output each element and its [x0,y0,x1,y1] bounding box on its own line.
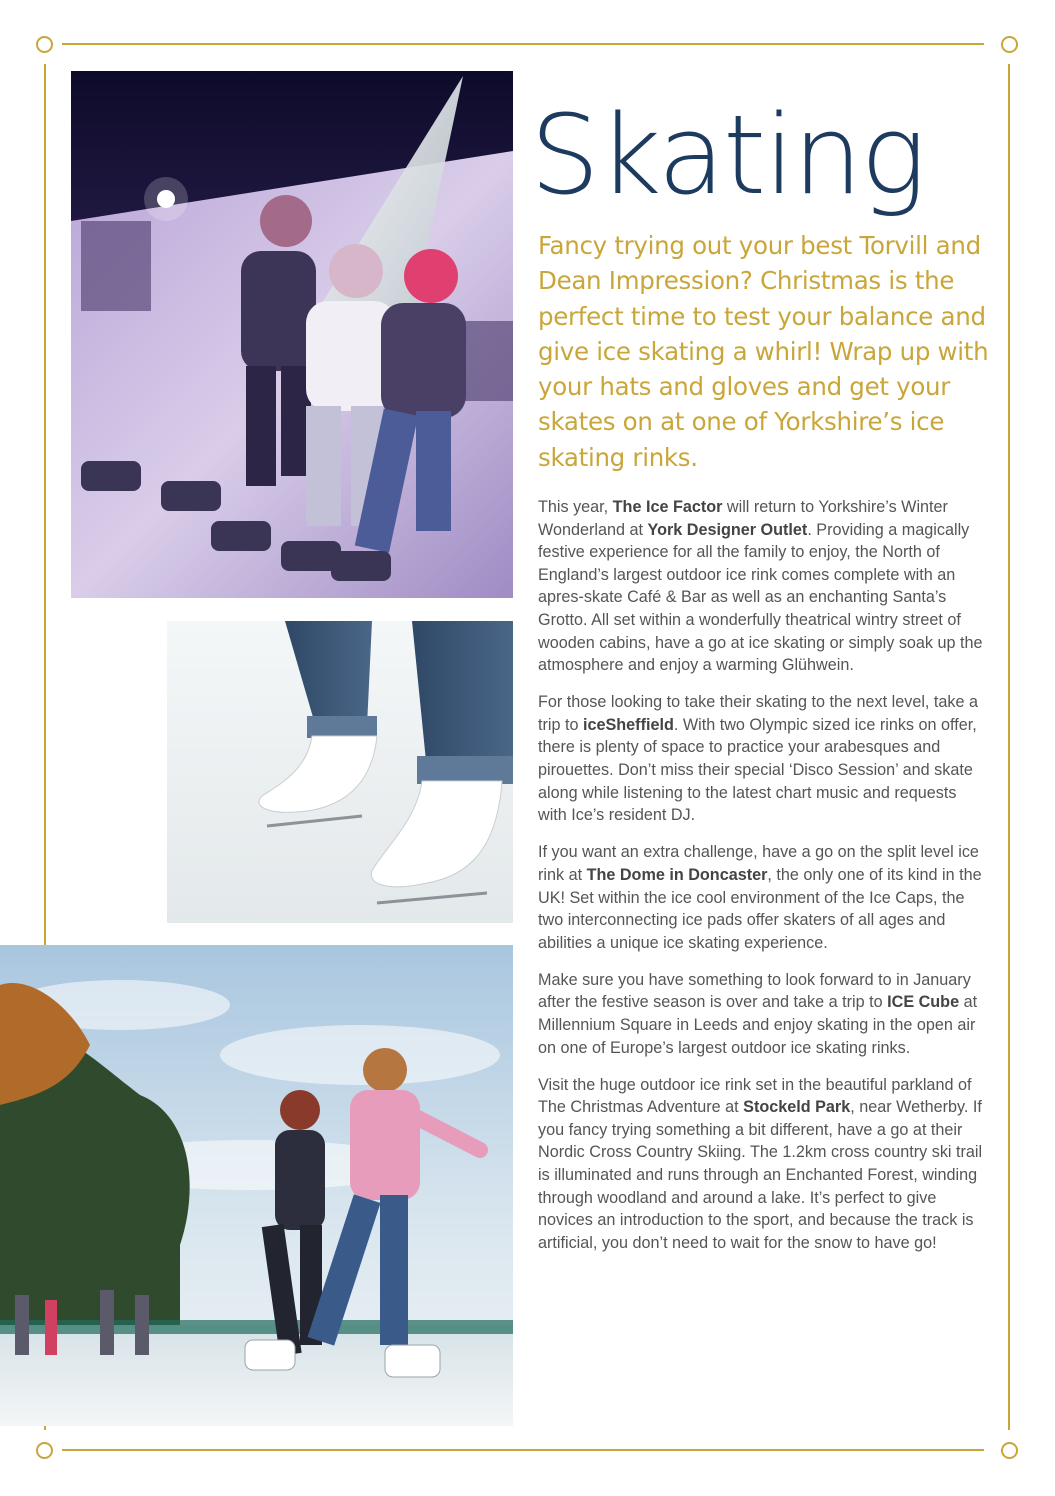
paragraph-stockeld-park: Visit the huge outdoor ice rink set in the beautiful parkland of The Christmas Adventure at Stockeld Park, near Wetherby. If you fancy trying something a bit different, have a go at their Nordic Cross Country Skiing. The 1.2km cross country ski trail is illuminated and runs through an Enchanted Forest, winding through woodland and around a lake. It’s perfect to give novices an introduction to the sport, and because the track is artificial, you don’t need to wait for the snow to have go! [538,1075,983,1252]
paragraph-icesheffield: For those looking to take their skating to the next level, take a trip to iceSheffield. With two Olympic sized ice rinks on offer, there is plenty of space to practice your arabesques and pirouettes. Don’t miss their special ‘Disco Session’ and skate along while listening to the latest chart music and requests with Ice’s resident DJ. [538,693,979,825]
photo-outdoor-skaters [0,945,513,1426]
paragraph-dome-doncaster: If you want an extra challenge, have a go on the split level ice rink at The Dome in Doncaster, the only one of its kind in the UK! Set within the ice cool environment of the Ice Caps, the two interconnecting ice pads offer skaters of all ages and abilities a unique ice skating experience. [538,843,982,952]
paragraph-ice-factor: This year, The Ice Factor will return to Yorkshire’s Winter Wonderland at York Designer Outlet. Providing a magically festive experience for all the family to enjoy, the North of England’s largest outdoor ice rink comes complete with an apres-skate Café & Bar as well as an enchanting Santa’s Grotto. All set within a wonderfully theatrical wintry street of wooden cabins, have a go at ice skating or simply soak up the atmosphere and enjoy a warming Glühwein. [538,498,983,675]
venue-name: The Ice Factor [612,498,723,516]
frame-corner-ring-icon [1001,1442,1018,1459]
paragraph-ice-cube: Make sure you have something to look forward to in January after the festive season is over and take a trip to ICE Cube at Millennium Square in Leeds and enjoy skating in the open air on one of Europe’s largest outdoor ice skating rinks. [538,970,978,1057]
frame-corner-ring-icon [1001,36,1018,53]
venue-name: The Dome in Doncaster [586,865,768,884]
photo-night-skaters [71,71,513,598]
frame-right-line [1008,64,1010,1430]
frame-bottom-line [62,1449,984,1451]
article-body [538,496,986,1269]
venue-name: Stockeld Park [743,1098,851,1117]
venue-name: iceSheffield [582,715,674,734]
venue-name: York Designer Outlet [647,520,808,539]
venue-name: ICE Cube [887,993,960,1012]
intro-paragraph: Fancy trying out your best Torvill and Dean Impression? Christmas is the perfect time to test your balance and give ice skating a whirl! Wrap up with your hats and gloves and get your skates on at one of Yorkshire’s ice skating rinks. [538,231,989,472]
page-title: Skating [530,91,925,219]
frame-corner-ring-icon [36,1442,53,1459]
frame-corner-ring-icon [36,36,53,53]
frame-top-line [62,43,984,45]
photo-white-skates [167,621,513,923]
